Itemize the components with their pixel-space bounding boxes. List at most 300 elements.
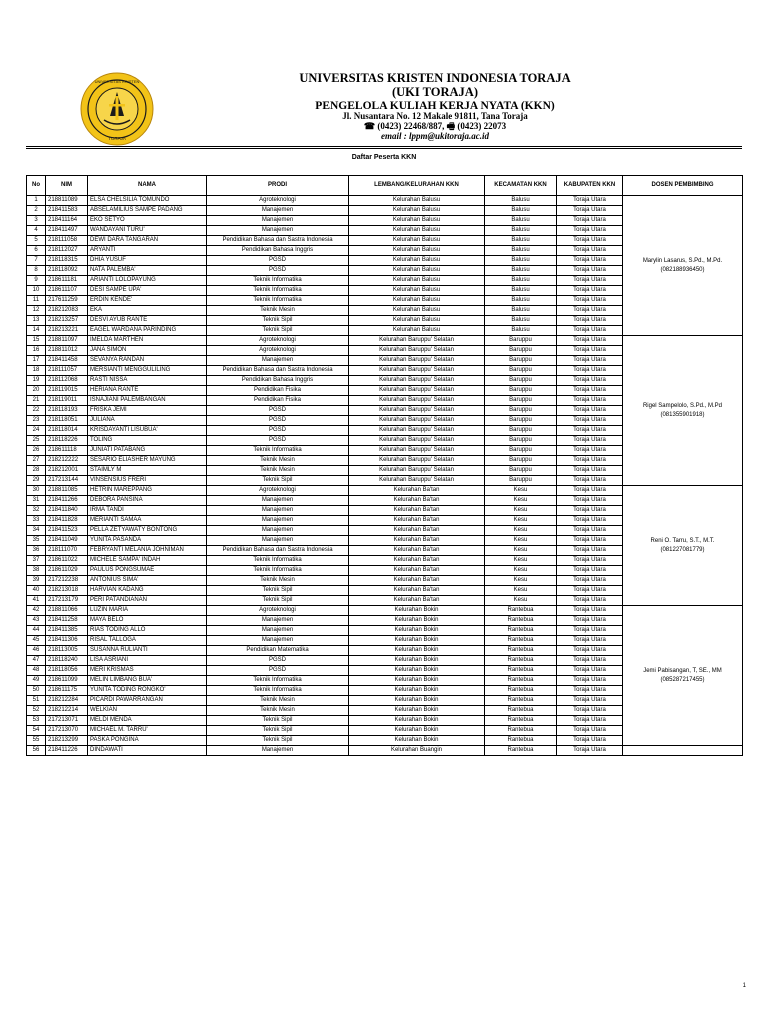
table-cell: 218411523 [46, 526, 88, 536]
table-cell: Kelurahan Baruppu' Selatan [349, 336, 485, 346]
table-cell: 218411583 [46, 206, 88, 216]
table-cell: TOLING [88, 436, 207, 446]
table-cell: PGSD [207, 666, 349, 676]
table-cell: Baruppu [485, 466, 557, 476]
table-cell: Toraja Utara [557, 396, 623, 406]
page-number: 1 [742, 983, 746, 989]
table-cell: 23 [27, 416, 46, 426]
table-cell: Pendidikan Bahasa dan Sastra Indonesia [207, 236, 349, 246]
table-cell: Teknik Mesin [207, 576, 349, 586]
table-cell: Kelurahan Balusu [349, 196, 485, 206]
table-cell: Teknik Mesin [207, 456, 349, 466]
table-cell: Baruppu [485, 446, 557, 456]
table-cell: Toraja Utara [557, 386, 623, 396]
svg-text:UNIVERSITAS KRISTEN: UNIVERSITAS KRISTEN [94, 79, 140, 84]
table-cell: Teknik Sipil [207, 476, 349, 486]
table-cell: Pendidikan Fisika [207, 396, 349, 406]
table-cell: 4 [27, 226, 46, 236]
dosen-name: Rigel Sampelolo, S.Pd., M.Pd [642, 402, 723, 409]
table-cell: Teknik Informatika [207, 556, 349, 566]
table-cell: Manajemen [207, 616, 349, 626]
table-cell: 45 [27, 636, 46, 646]
svg-text:TORAJA: TORAJA [108, 136, 126, 141]
table-cell: Kesu [485, 486, 557, 496]
table-cell: Baruppu [485, 386, 557, 396]
table-cell: Toraja Utara [557, 196, 623, 206]
table-cell: 218611022 [46, 556, 88, 566]
table-row [27, 606, 743, 616]
table-cell: Kelurahan Bokin [349, 726, 485, 736]
table-cell: Toraja Utara [557, 636, 623, 646]
table-cell: 217213144 [46, 476, 88, 486]
table-cell: Baruppu [485, 406, 557, 416]
table-cell: 217213179 [46, 596, 88, 606]
table-cell: Toraja Utara [557, 556, 623, 566]
table-cell: WELKIAN [88, 706, 207, 716]
table-row [27, 196, 743, 206]
table-cell: 218411226 [46, 746, 88, 756]
table-cell: Manajemen [207, 216, 349, 226]
table-cell: Manajemen [207, 206, 349, 216]
phone-fax: ☎ (0423) 22468/887, 🖷 (0423) 22073 [363, 121, 507, 132]
table-cell: RASTI NISSA [88, 376, 207, 386]
table-cell: 218112027 [46, 246, 88, 256]
table-cell: Agroteknologi [207, 196, 349, 206]
table-cell: Toraja Utara [557, 666, 623, 676]
table-cell: Manajemen [207, 636, 349, 646]
table-cell: 32 [27, 506, 46, 516]
table-cell: 217213071 [46, 716, 88, 726]
table-cell: Rantebua [485, 616, 557, 626]
table-cell: 2 [27, 206, 46, 216]
table-cell: Toraja Utara [557, 676, 623, 686]
table-cell: Pendidikan Bahasa dan Sastra Indonesia [207, 366, 349, 376]
table-cell: Teknik Mesin [207, 706, 349, 716]
column-header: LEMBANG/KELURAHAN KKN [349, 176, 485, 196]
table-cell: Kesu [485, 546, 557, 556]
table-cell: YUNITA PASANDA [88, 536, 207, 546]
table-cell: 24 [27, 426, 46, 436]
table-cell: Kelurahan Balusu [349, 296, 485, 306]
table-cell: Kelurahan Bokin [349, 676, 485, 686]
table-cell: RIAS TODING ALLO [88, 626, 207, 636]
table-cell: HETRIN MAREPPANG [88, 486, 207, 496]
table-cell: Kelurahan Baruppu' Selatan [349, 446, 485, 456]
table-cell: Agroteknologi [207, 346, 349, 356]
table-cell: Rantebua [485, 606, 557, 616]
table-cell: 218119011 [46, 396, 88, 406]
table-cell: Toraja Utara [557, 606, 623, 616]
table-cell: 40 [27, 586, 46, 596]
table-cell: Toraja Utara [557, 376, 623, 386]
table-cell: PASKA PONGINA [88, 736, 207, 746]
table-cell: Kelurahan Bokin [349, 616, 485, 626]
table-cell: 218118051 [46, 416, 88, 426]
table-cell: FRISKA JEMI [88, 406, 207, 416]
table-cell: Baruppu [485, 436, 557, 446]
table-cell: Toraja Utara [557, 266, 623, 276]
table-row [27, 486, 743, 496]
table-cell: PGSD [207, 406, 349, 416]
table-cell: DHIA YUSUF [88, 256, 207, 266]
table-cell: Toraja Utara [557, 226, 623, 236]
table-cell: Kelurahan Baruppu' Selatan [349, 396, 485, 406]
table-cell: Toraja Utara [557, 436, 623, 446]
table-cell: Manajemen [207, 356, 349, 366]
table-cell: Baruppu [485, 426, 557, 436]
table-cell: Kelurahan Baruppu' Selatan [349, 476, 485, 486]
table-cell: JULIANA [88, 416, 207, 426]
table-cell: PGSD [207, 436, 349, 446]
table-cell: Teknik Informatika [207, 286, 349, 296]
table-cell: DEWI DARA TANGARAN [88, 236, 207, 246]
table-cell: Toraja Utara [557, 536, 623, 546]
table-cell: Kelurahan Balusu [349, 256, 485, 266]
table-cell: EKA [88, 306, 207, 316]
table-cell: 48 [27, 666, 46, 676]
table-cell: 38 [27, 566, 46, 576]
table-cell: Kelurahan Balusu [349, 326, 485, 336]
table-cell: Kelurahan Bokin [349, 666, 485, 676]
table-cell: 217213070 [46, 726, 88, 736]
table-cell: 218213299 [46, 736, 88, 746]
table-cell: Kesu [485, 496, 557, 506]
table-cell: Toraja Utara [557, 716, 623, 726]
table-cell: 217212238 [46, 576, 88, 586]
table-cell: Kelurahan Baruppu' Selatan [349, 386, 485, 396]
table-cell: JANA SIMON [88, 346, 207, 356]
table-cell: 218611099 [46, 676, 88, 686]
table-cell: Baruppu [485, 396, 557, 406]
table-cell: 218213221 [46, 326, 88, 336]
table-cell: Rantebua [485, 636, 557, 646]
table-cell: 35 [27, 536, 46, 546]
column-header: NAMA [88, 176, 207, 196]
table-cell: Teknik Informatika [207, 686, 349, 696]
table-cell: Toraja Utara [557, 326, 623, 336]
table-cell: Rantebua [485, 656, 557, 666]
table-cell: 218411258 [46, 616, 88, 626]
table-cell: 50 [27, 686, 46, 696]
table-cell: Toraja Utara [557, 286, 623, 296]
table-cell: 218118315 [46, 256, 88, 266]
table-cell: Teknik Sipil [207, 596, 349, 606]
table-cell: 218811066 [46, 606, 88, 616]
table-cell: 218212001 [46, 466, 88, 476]
table-cell: MELIN LIMBANG BUA' [88, 676, 207, 686]
table-cell: Pendidikan Fisika [207, 386, 349, 396]
table-cell: Teknik Sipil [207, 716, 349, 726]
table-cell: LUZIN MARIA [88, 606, 207, 616]
table-cell: Kelurahan Bokin [349, 626, 485, 636]
table-cell: 54 [27, 726, 46, 736]
table-cell: Balusu [485, 236, 557, 246]
dosen-phone: (081227081779) [660, 546, 705, 553]
table-cell: Kelurahan Balusu [349, 236, 485, 246]
table-cell: Kelurahan Bokin [349, 686, 485, 696]
table-cell: Toraja Utara [557, 586, 623, 596]
table-cell: 25 [27, 436, 46, 446]
table-cell: Rantebua [485, 646, 557, 656]
table-cell: 218112068 [46, 376, 88, 386]
table-cell: Manajemen [207, 626, 349, 636]
table-cell: PERI PATANDIANAN [88, 596, 207, 606]
table-cell: Manajemen [207, 506, 349, 516]
table-cell: PGSD [207, 256, 349, 266]
table-cell: Balusu [485, 216, 557, 226]
table-cell: Toraja Utara [557, 496, 623, 506]
table-cell: Pendidikan Bahasa Inggris [207, 246, 349, 256]
table-body [27, 196, 743, 756]
table-cell: Toraja Utara [557, 546, 623, 556]
table-cell: 11 [27, 296, 46, 306]
table-cell: Toraja Utara [557, 476, 623, 486]
table-cell: Toraja Utara [557, 216, 623, 226]
table-cell: WANDAYANI TURU' [88, 226, 207, 236]
table-cell: 51 [27, 696, 46, 706]
table-cell: 218611029 [46, 566, 88, 576]
table-cell: Teknik Informatika [207, 566, 349, 576]
table-cell: Kelurahan Baruppu' Selatan [349, 356, 485, 366]
table-cell: Toraja Utara [557, 306, 623, 316]
table-cell: MELDI MENDA [88, 716, 207, 726]
table-cell: Toraja Utara [557, 746, 623, 756]
table-cell: Kelurahan Bokin [349, 706, 485, 716]
table-cell: Rantebua [485, 626, 557, 636]
table-cell: Toraja Utara [557, 566, 623, 576]
table-cell: ARIANTI LOLOPAYUNG [88, 276, 207, 286]
table-cell: 18 [27, 366, 46, 376]
table-cell: Rantebua [485, 666, 557, 676]
table-cell: Kelurahan Bokin [349, 696, 485, 706]
table-cell: Toraja Utara [557, 206, 623, 216]
table-cell: Kelurahan Ba'tan [349, 496, 485, 506]
table-cell: Rantebua [485, 676, 557, 686]
table-cell: Kelurahan Baruppu' Selatan [349, 456, 485, 466]
table-cell: Kelurahan Bokin [349, 716, 485, 726]
table-cell: 218811012 [46, 346, 88, 356]
table-cell: 9 [27, 276, 46, 286]
table-cell: DESI SAMPE UPA' [88, 286, 207, 296]
table-cell: 26 [27, 446, 46, 456]
table-cell: HERIANA RANTE [88, 386, 207, 396]
table-cell: Rantebua [485, 736, 557, 746]
table-cell: Toraja Utara [557, 256, 623, 266]
table-cell: 3 [27, 216, 46, 226]
table-cell: Kelurahan Balusu [349, 286, 485, 296]
table-cell: 218411828 [46, 516, 88, 526]
column-header: No [27, 176, 46, 196]
table-cell: Toraja Utara [557, 516, 623, 526]
table-cell: Teknik Sipil [207, 726, 349, 736]
table-cell: Kelurahan Ba'tan [349, 516, 485, 526]
table-cell: Toraja Utara [557, 736, 623, 746]
table-cell: SESARIO ELIASHER MAYUNG [88, 456, 207, 466]
table-cell: 218118014 [46, 426, 88, 436]
table-cell: Toraja Utara [557, 446, 623, 456]
table-cell: 218411840 [46, 506, 88, 516]
header-divider-thin [26, 148, 742, 149]
table-cell: Toraja Utara [557, 356, 623, 366]
table-cell: Rantebua [485, 746, 557, 756]
table-cell: Kelurahan Bokin [349, 736, 485, 746]
dosen-name: Reni O. Tarru, S.T., M.T. [650, 537, 715, 544]
table-cell: Kelurahan Baruppu' Selatan [349, 416, 485, 426]
table-cell: 53 [27, 716, 46, 726]
table-cell: Toraja Utara [557, 706, 623, 716]
table-cell: 21 [27, 396, 46, 406]
table-cell: PICARDI PAWARRANGAN [88, 696, 207, 706]
table-cell: Kesu [485, 576, 557, 586]
table-cell: Toraja Utara [557, 236, 623, 246]
table-cell: Kesu [485, 586, 557, 596]
table-cell: 218811089 [46, 196, 88, 206]
table-cell: Teknik Informatika [207, 676, 349, 686]
table-cell: Balusu [485, 286, 557, 296]
table-cell: Baruppu [485, 366, 557, 376]
table-cell: Kelurahan Bokin [349, 606, 485, 616]
table-cell: MERIANTI SAMAA [88, 516, 207, 526]
table-cell: Kelurahan Ba'tan [349, 506, 485, 516]
table-cell: FEBRYANTI MELANIA JOHNIMAN [88, 546, 207, 556]
table-cell: HARVIAN KADANG [88, 586, 207, 596]
table-cell: Kelurahan Baruppu' Selatan [349, 376, 485, 386]
table-cell: ELSA CHELSILIA TOMUNDO [88, 196, 207, 206]
uki-toraja-logo [80, 72, 154, 146]
table-cell: Kelurahan Baruppu' Selatan [349, 406, 485, 416]
table-cell: MICHAEL M. TARRU' [88, 726, 207, 736]
table-cell: ABSELAMILIUS SAMPE PADANG [88, 206, 207, 216]
table-cell: Manajemen [207, 496, 349, 506]
table-cell: Baruppu [485, 336, 557, 346]
dosen-phone: (082188936450) [660, 266, 705, 273]
table-cell: Kelurahan Baruppu' Selatan [349, 346, 485, 356]
table-cell: Agroteknologi [207, 606, 349, 616]
table-cell: Rantebua [485, 706, 557, 716]
table-cell: SUSANNA RULIANTI [88, 646, 207, 656]
table-cell: 218213257 [46, 316, 88, 326]
table-cell: Kelurahan Buangin [349, 746, 485, 756]
table-cell: 43 [27, 616, 46, 626]
table-cell: Agroteknologi [207, 486, 349, 496]
table-cell: Toraja Utara [557, 416, 623, 426]
table-cell: PGSD [207, 266, 349, 276]
table-cell: 28 [27, 466, 46, 476]
table-cell: 55 [27, 736, 46, 746]
table-cell: ARYANTI [88, 246, 207, 256]
page-title: Daftar Peserta KKN [351, 154, 417, 161]
table-cell: 5 [27, 236, 46, 246]
table-cell: 30 [27, 486, 46, 496]
table-cell: Baruppu [485, 346, 557, 356]
table-cell: PAULUS PONGSUMAE [88, 566, 207, 576]
table-cell: Kelurahan Balusu [349, 246, 485, 256]
table-cell: 218411385 [46, 626, 88, 636]
table-cell: DESVI AYUB RANTE [88, 316, 207, 326]
table-cell: Kesu [485, 566, 557, 576]
dosen-name: Jemi Pabisangan, T, SE., MM [643, 667, 722, 674]
table-cell: Toraja Utara [557, 616, 623, 626]
table-cell: Kelurahan Ba'tan [349, 546, 485, 556]
table-cell: Kelurahan Balusu [349, 266, 485, 276]
table-cell: 49 [27, 676, 46, 686]
table-cell: 218111058 [46, 236, 88, 246]
table-cell: Manajemen [207, 526, 349, 536]
table-cell: IRMA TANDI [88, 506, 207, 516]
table-cell: YUNITA TODING RONGKO' [88, 686, 207, 696]
table-cell: Rantebua [485, 686, 557, 696]
table-cell: Kelurahan Bokin [349, 636, 485, 646]
table-cell: Pendidikan Bahasa Inggris [207, 376, 349, 386]
table-cell: 218119015 [46, 386, 88, 396]
dosen-phone: (085287217455) [660, 676, 705, 683]
table-row [27, 746, 743, 756]
table-cell: Toraja Utara [557, 626, 623, 636]
dosen-phone: (081355901918) [660, 411, 705, 418]
table-cell: PELLA ZETYAWATY BONTONG [88, 526, 207, 536]
table-cell: 41 [27, 596, 46, 606]
table-cell: Balusu [485, 276, 557, 286]
table-cell: Kelurahan Balusu [349, 226, 485, 236]
table-cell: Kelurahan Baruppu' Selatan [349, 426, 485, 436]
table-cell: ANTONIUS SIMA' [88, 576, 207, 586]
table-cell: 36 [27, 546, 46, 556]
table-cell: Kelurahan Ba'tan [349, 596, 485, 606]
table-cell: 218411497 [46, 226, 88, 236]
table-cell: 12 [27, 306, 46, 316]
table-cell: Kelurahan Balusu [349, 216, 485, 226]
table-cell: Kelurahan Baruppu' Selatan [349, 436, 485, 446]
table-cell: Toraja Utara [557, 456, 623, 466]
column-header: NIM [46, 176, 88, 196]
table-cell: 22 [27, 406, 46, 416]
table-cell: 10 [27, 286, 46, 296]
table-cell: Kelurahan Balusu [349, 276, 485, 286]
table-cell: Kesu [485, 506, 557, 516]
table-cell: 218811097 [46, 336, 88, 346]
address: Jl. Nusantara No. 12 Makale 91811, Tana Toraja [342, 111, 528, 122]
table-cell: Teknik Mesin [207, 696, 349, 706]
table-cell: 218118092 [46, 266, 88, 276]
email: email : lppm@ukitoraja.ac.id [381, 130, 489, 141]
table-cell: Teknik Mesin [207, 466, 349, 476]
table-cell: Baruppu [485, 376, 557, 386]
table-cell: Toraja Utara [557, 726, 623, 736]
table-cell: 33 [27, 516, 46, 526]
table-cell: 37 [27, 556, 46, 566]
table-cell: Kelurahan Balusu [349, 316, 485, 326]
table-cell: Baruppu [485, 476, 557, 486]
table-cell: Kelurahan Ba'tan [349, 536, 485, 546]
dosen-pembimbing-cell [623, 486, 743, 606]
table-cell: Teknik Sipil [207, 326, 349, 336]
table-cell: Kesu [485, 596, 557, 606]
table-cell: Teknik Informatika [207, 446, 349, 456]
table-cell: Baruppu [485, 416, 557, 426]
table-cell: Teknik Informatika [207, 276, 349, 286]
table-cell: 218111070 [46, 546, 88, 556]
table-cell: Toraja Utara [557, 466, 623, 476]
table-cell: Manajemen [207, 226, 349, 236]
table-cell: DINDAWATI [88, 746, 207, 756]
table-cell: 218118056 [46, 666, 88, 676]
table-cell: Balusu [485, 226, 557, 236]
table-cell: 14 [27, 326, 46, 336]
table-cell: Toraja Utara [557, 336, 623, 346]
table-cell: Kelurahan Balusu [349, 206, 485, 216]
table-cell: Toraja Utara [557, 276, 623, 286]
table-cell: Kelurahan Ba'tan [349, 586, 485, 596]
